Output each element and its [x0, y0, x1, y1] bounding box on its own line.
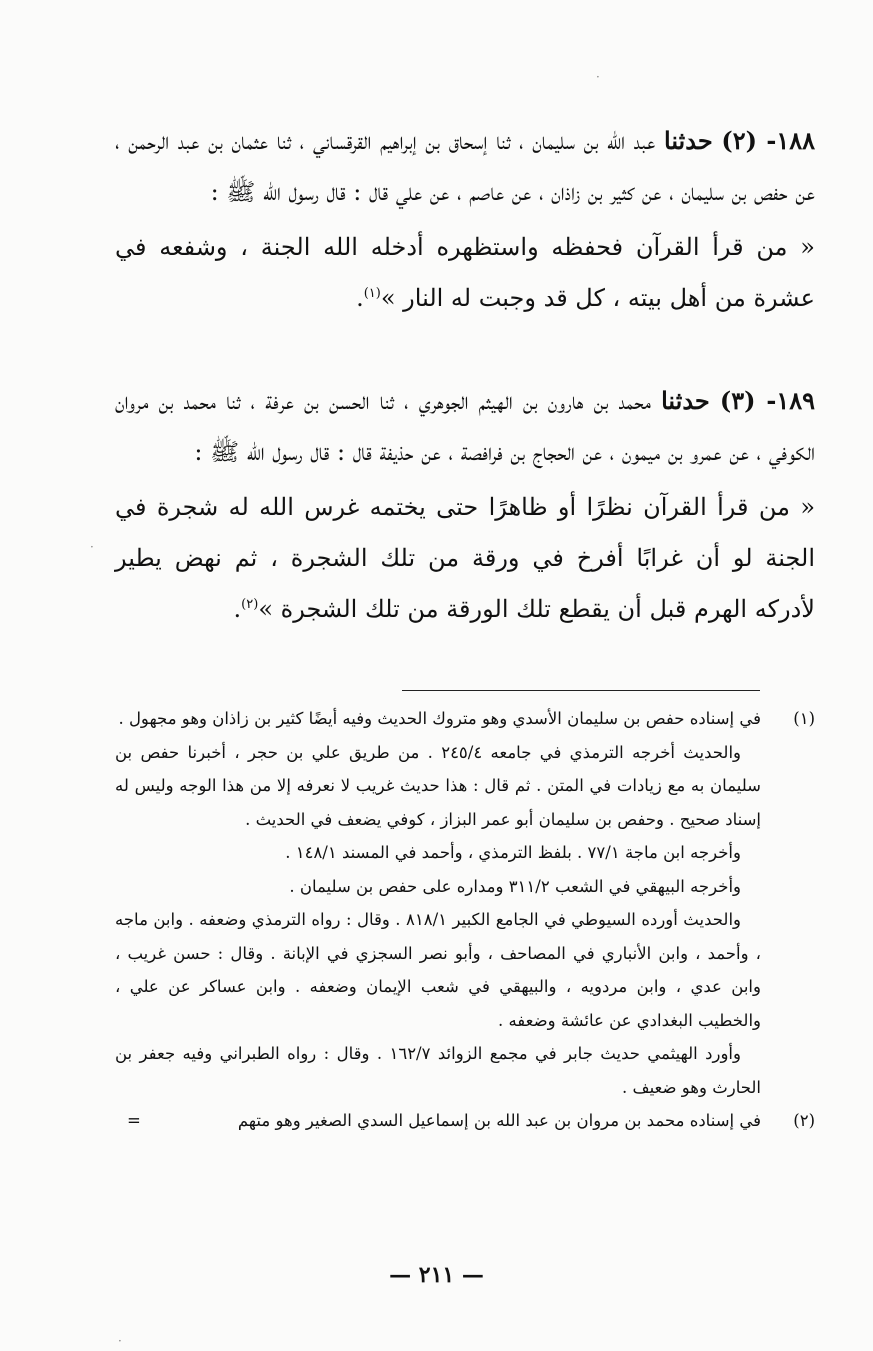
hadith-188 — [115, 115, 815, 324]
footnote-paragraph: والحديث أخرجه الترمذي في جامعه ٢٤٥/٤ . من طريق علي بن حجر ، أخبرنا حفص بن سليمان به مع زيادات في المتن . ثم قال : هذا حديث غريب لا نعرفه إلا من هذا الوجه وليس له إسناد صحيح . وحفص بن سليمان أبو عمر البزاز ، كوفي يضعف في الحديث . — [115, 742, 761, 829]
footnote-separator — [402, 690, 760, 691]
footnote-paragraph — [115, 1104, 761, 1138]
footnote-number: (١) — [793, 709, 815, 728]
footnote-paragraph: وأخرجه البيهقي في الشعب ٣١١/٢ ومداره على حفص بن سليمان . — [289, 876, 741, 896]
footnote-paragraph: وأورد الهيثمي حديث جابر في مجمع الزوائد ١٦٢/٧ . وقال : رواه الطبراني وفيه جعفر بن الحارث وهو ضعيف . — [115, 1044, 761, 1097]
hadith-text: « من قرأ القرآن فحفظه واستظهره أدخله الله الجنة ، وشفعه في عشرة من أهل بيته ، كل قد وجبت له النار » — [115, 233, 815, 312]
page-speck: · — [596, 70, 600, 84]
footnote-number: (٢) — [793, 1111, 815, 1130]
footnote-paragraph: في إسناده حفص بن سليمان الأسدي وهو متروك الحديث وفيه أيضًا كثير بن زاذان وهو مجهول . — [118, 709, 761, 728]
footnote-paragraph: وأخرجه ابن ماجة ٧٧/١ . بلفظ الترمذي ، وأحمد في المسند ١٤٨/١ . — [285, 843, 741, 862]
footnote-reference: (١) — [363, 286, 381, 301]
continuation-mark: = — [127, 1111, 141, 1130]
page-speck: · — [90, 540, 94, 554]
footnote-text: في إسناده محمد بن مروان بن عبد الله بن إسماعيل السدي الصغير وهو متهم — [237, 1111, 761, 1130]
isnad-chain: عبد الله بن سليمان ، ثنا إسحاق بن إبراهيم القرقساني ، ثنا عثمان بن عبد الرحمن ، عن حفص بن سليمان ، عن كثير بن زاذان ، عن عاصم ، عن علي قال : قال رسول الله ﷺ : — [115, 127, 815, 206]
page-speck: · — [118, 1334, 122, 1348]
hadith-189 — [115, 375, 815, 635]
hadith-number: ١٨٨- (٢) — [721, 126, 815, 155]
footnote-paragraph: والحديث أورده السيوطي في الجامع الكبير ٨١٨/١ . وقال : رواه الترمذي وضعفه . وابن ماجه ، وأحمد ، وابن الأنباري في المصاحف ، وأبو نصر السجزي في الإبانة . وقال : حسن غريب ، وابن عدي ، وابن مردويه ، والبيهقي في شعب الإيمان وضعفه . وابن عساكر عن علي ، والخطيب البغدادي عن عائشة وضعفه . — [115, 910, 761, 1030]
footnote-1 — [115, 702, 815, 1104]
footnote-reference: (٢) — [241, 597, 259, 612]
isnad-chain: محمد بن هارون بن الهيثم الجوهري ، ثنا الحسن بن عرفة ، ثنا محمد بن مروان الكوفي ، عن عمرو بن ميمون ، عن الحجاج بن فرافصة ، عن حذيفة قال : قال رسول الله ﷺ : — [115, 387, 815, 466]
sentence-end: . — [356, 284, 364, 312]
hadith-text: « من قرأ القرآن نظرًا أو ظاهرًا حتى يختمه غرس الله له شجرة في الجنة لو أن غرابًا أفرخ في ورقة من تلك الشجرة ، ثم نهض يطير لأدركه الهرم قبل أن يقطع تلك الورقة من تلك الشجرة » — [115, 493, 816, 623]
hadith-188-chain-paragraph — [115, 115, 815, 218]
page-number: — ٢١١ — — [389, 1262, 484, 1288]
footnotes — [115, 702, 815, 1138]
hadith-189-text-paragraph — [115, 482, 815, 635]
hadith-189-chain-paragraph — [115, 375, 815, 478]
footnote-2 — [115, 1104, 815, 1138]
footnote-body — [115, 1104, 761, 1138]
haddathana-label: حدثنا — [661, 386, 710, 415]
footnote-body — [115, 702, 761, 1104]
hadith-188-text-paragraph — [115, 222, 815, 324]
haddathana-label: حدثنا — [664, 126, 713, 155]
sentence-end: . — [233, 595, 242, 623]
hadith-number: ١٨٩- (٣) — [719, 386, 815, 415]
